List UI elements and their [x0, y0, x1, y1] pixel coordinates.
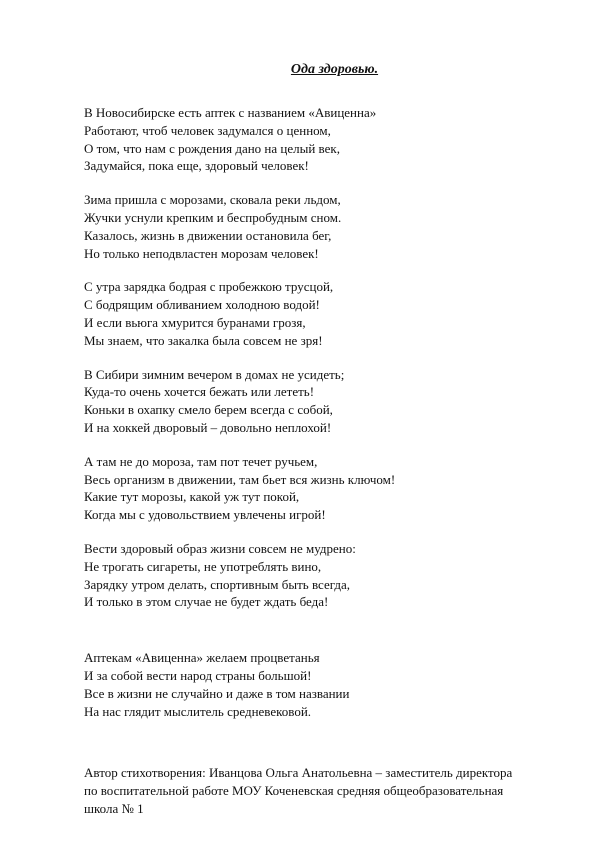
poem-line: Зима пришла с морозами, сковала реки льдом, [84, 192, 341, 208]
poem-line: В Сибири зимним вечером в домах не усидеть; [84, 366, 345, 382]
poem-line: Когда мы с удовольствием увлечены игрой! [84, 507, 326, 523]
poem-line: Мы знаем, что закалка была совсем не зря! [84, 332, 323, 348]
poem-line: Аптекам «Авиценна» желаем процветанья [84, 650, 320, 666]
poem-line: Казалось, жизнь в движении остановила бег, [84, 227, 332, 243]
poem-line: С утра зарядка бодрая с пробежкою трусцой, [84, 279, 334, 295]
poem-line: Весь организм в движении, там бьет вся жизнь ключом! [84, 471, 396, 487]
poem-line: Зарядку утром делать, спортивным быть всегда, [84, 576, 351, 592]
poem-line: Куда-то очень хочется бежать или лететь! [84, 384, 315, 400]
poem-line: И если вьюга хмурится буранами грозя, [84, 314, 306, 330]
author-credit [84, 764, 555, 817]
poem-line: Задумайся, пока еще, здоровый человек! [84, 158, 309, 174]
stanza-2 [84, 191, 555, 262]
poem-line: Работают, чтоб человек задумался о ценном, [84, 122, 331, 138]
poem-line: Все в жизни не случайно и даже в том названии [84, 685, 350, 701]
poem-line: Не трогать сигареты, не употреблять вино, [84, 558, 322, 574]
poem-title: Ода здоровью. [290, 62, 379, 77]
author-line: Автор стихотворения: Иванцова Ольга Анатольевна – заместитель директора [84, 765, 513, 781]
poem-line: На нас глядит мыслитель средневековой. [84, 703, 312, 719]
poem-line: А там не до мороза, там пот течет ручьем, [84, 453, 318, 469]
poem-line: О том, что нам с рождения дано на целый век, [84, 140, 340, 156]
poem-line: С бодрящим обливанием холодною водой! [84, 297, 320, 313]
stanza-4 [84, 366, 555, 437]
poem-line: Коньки в охапку смело берем всегда с собой, [84, 402, 333, 418]
author-line: школа № 1 [84, 800, 144, 816]
stanza-6 [84, 540, 555, 611]
poem-line: Но только неподвластен морозам человек! [84, 245, 319, 261]
stanza-1 [84, 104, 555, 175]
poem-line: И только в этом случае не будет ждать беда! [84, 594, 329, 610]
poem-line: И на хоккей дворовый – довольно неплохой! [84, 419, 332, 435]
poem-line: Жучки уснули крепким и беспробудным сном. [84, 209, 342, 225]
poem-line: В Новосибирске есть аптек с названием «Авиценна» [84, 105, 377, 120]
stanza-5 [84, 453, 555, 524]
stanza-7 [84, 649, 555, 720]
poem-line: И за собой вести народ страны большой! [84, 667, 312, 683]
poem-line: Вести здоровый образ жизни совсем не мудрено: [84, 540, 356, 556]
author-line: по воспитательной работе МОУ Коченевская средняя общеобразовательная [84, 783, 504, 799]
stanza-3 [84, 278, 555, 349]
poem-line: Какие тут морозы, какой уж тут покой, [84, 489, 300, 505]
